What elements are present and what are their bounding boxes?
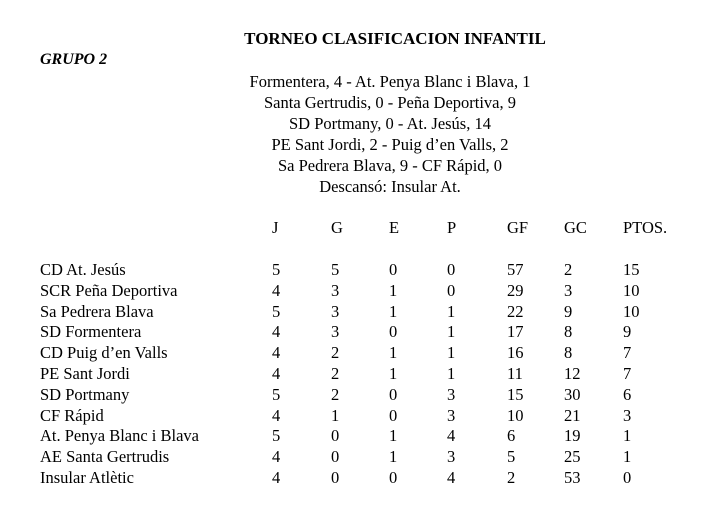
team-name: CD Puig d’en Valls [40, 343, 168, 363]
stat-cell: 4 [447, 426, 456, 446]
stat-cell: 5 [272, 426, 281, 446]
stat-cell: 5 [272, 301, 281, 321]
stat-cell: 5 [272, 260, 281, 279]
team-name: SD Formentera [40, 322, 142, 342]
stat-cell: 1 [331, 405, 340, 425]
stat-cell: 9 [623, 322, 632, 342]
result-line: Santa Gertrudis, 0 - Peña Deportiva, 9 [263, 93, 517, 112]
column-header: E [389, 218, 400, 237]
stat-cell: 3 [331, 280, 340, 300]
stat-cell: 1 [447, 322, 456, 342]
stat-cell: 5 [272, 384, 281, 404]
stat-cell: 0 [389, 468, 398, 487]
team-name: AE Santa Gertrudis [40, 447, 170, 467]
result-line: Formentera, 4 - At. Penya Blanc i Blava, 1 [249, 72, 531, 91]
stat-cell: 21 [564, 405, 581, 425]
stat-cell: 22 [507, 301, 524, 321]
column-header: G [331, 218, 343, 237]
stat-cell: 0 [389, 260, 398, 279]
team-name: PE Sant Jordi [40, 364, 130, 383]
team-name: CF Rápid [40, 405, 104, 425]
stat-cell: 4 [272, 343, 281, 363]
stat-cell: 4 [272, 280, 281, 300]
column-header: GF [507, 218, 529, 237]
result-line: Sa Pedrera Blava, 9 - CF Rápid, 0 [277, 156, 503, 175]
stat-cell: 57 [507, 260, 524, 279]
stat-cell: 4 [272, 322, 281, 342]
rest-line: Descansó: Insular At. [319, 177, 461, 196]
team-name: SCR Peña Deportiva [40, 280, 178, 300]
stat-cell: 53 [564, 468, 581, 487]
result-line: PE Sant Jordi, 2 - Puig d’en Valls, 2 [271, 135, 509, 154]
stat-cell: 0 [447, 260, 456, 279]
stat-cell: 29 [507, 280, 524, 300]
stat-cell: 7 [623, 343, 632, 363]
stat-cell: 30 [564, 384, 581, 404]
stat-cell: 0 [389, 405, 398, 425]
stat-cell: 8 [564, 322, 573, 342]
stat-cell: 19 [564, 426, 581, 446]
stat-cell: 4 [272, 447, 281, 467]
stat-cell: 1 [623, 426, 632, 446]
stat-cell: 17 [507, 322, 524, 342]
stat-cell: 2 [331, 384, 340, 404]
stat-cell: 7 [623, 364, 632, 383]
stat-cell: 1 [389, 280, 398, 300]
stat-cell: 1 [389, 447, 398, 467]
stat-cell: 8 [564, 343, 573, 363]
stat-cell: 11 [507, 364, 523, 383]
stat-cell: 0 [331, 447, 340, 467]
stat-cell: 1 [447, 343, 456, 363]
stat-cell: 3 [331, 301, 340, 321]
stat-cell: 0 [389, 322, 398, 342]
stat-cell: 16 [507, 343, 524, 363]
stat-cell: 4 [447, 468, 456, 487]
stat-cell: 4 [272, 364, 281, 383]
stat-cell: 25 [564, 447, 581, 467]
stat-cell: 4 [272, 468, 281, 487]
stat-cell: 0 [331, 426, 340, 446]
team-name: Sa Pedrera Blava [40, 301, 154, 321]
stat-cell: 3 [623, 405, 632, 425]
stat-cell: 3 [447, 384, 456, 404]
stat-cell: 1 [389, 301, 398, 321]
stat-cell: 10 [623, 301, 640, 321]
team-name: Insular Atlètic [40, 468, 134, 487]
column-header: J [272, 218, 279, 237]
result-line: SD Portmany, 0 - At. Jesús, 14 [289, 114, 491, 133]
stat-cell: 3 [331, 322, 340, 342]
stat-cell: 15 [623, 260, 640, 279]
stat-cell: 9 [564, 301, 573, 321]
column-header: P [447, 218, 457, 237]
stat-cell: 0 [623, 468, 632, 487]
team-name: At. Penya Blanc i Blava [40, 426, 200, 446]
stat-cell: 3 [447, 447, 456, 467]
document-title: TORNEO CLASIFICACION INFANTIL [244, 29, 546, 48]
stat-cell: 6 [623, 384, 632, 404]
column-header: GC [564, 218, 587, 237]
stat-cell: 5 [507, 447, 516, 467]
stat-cell: 0 [389, 384, 398, 404]
stat-cell: 0 [331, 468, 340, 487]
column-header: PTOS. [623, 218, 668, 237]
stat-cell: 1 [389, 426, 398, 446]
stat-cell: 15 [507, 384, 524, 404]
stat-cell: 4 [272, 405, 281, 425]
team-name: CD At. Jesús [40, 260, 126, 279]
stat-cell: 2 [331, 364, 340, 383]
stat-cell: 3 [564, 280, 573, 300]
stat-cell: 6 [507, 426, 516, 446]
stat-cell: 12 [564, 364, 581, 383]
stat-cell: 1 [389, 343, 398, 363]
stat-cell: 10 [623, 280, 640, 300]
stat-cell: 2 [331, 343, 340, 363]
stat-cell: 5 [331, 260, 340, 279]
stat-cell: 1 [447, 364, 456, 383]
stat-cell: 0 [447, 280, 456, 300]
stat-cell: 2 [564, 260, 573, 279]
stat-cell: 1 [389, 364, 398, 383]
stat-cell: 2 [507, 468, 516, 487]
stat-cell: 1 [447, 301, 456, 321]
stat-cell: 1 [623, 447, 632, 467]
group-heading: GRUPO 2 [40, 51, 108, 68]
stat-cell: 3 [447, 405, 456, 425]
team-name: SD Portmany [40, 384, 130, 404]
stat-cell: 10 [507, 405, 524, 425]
